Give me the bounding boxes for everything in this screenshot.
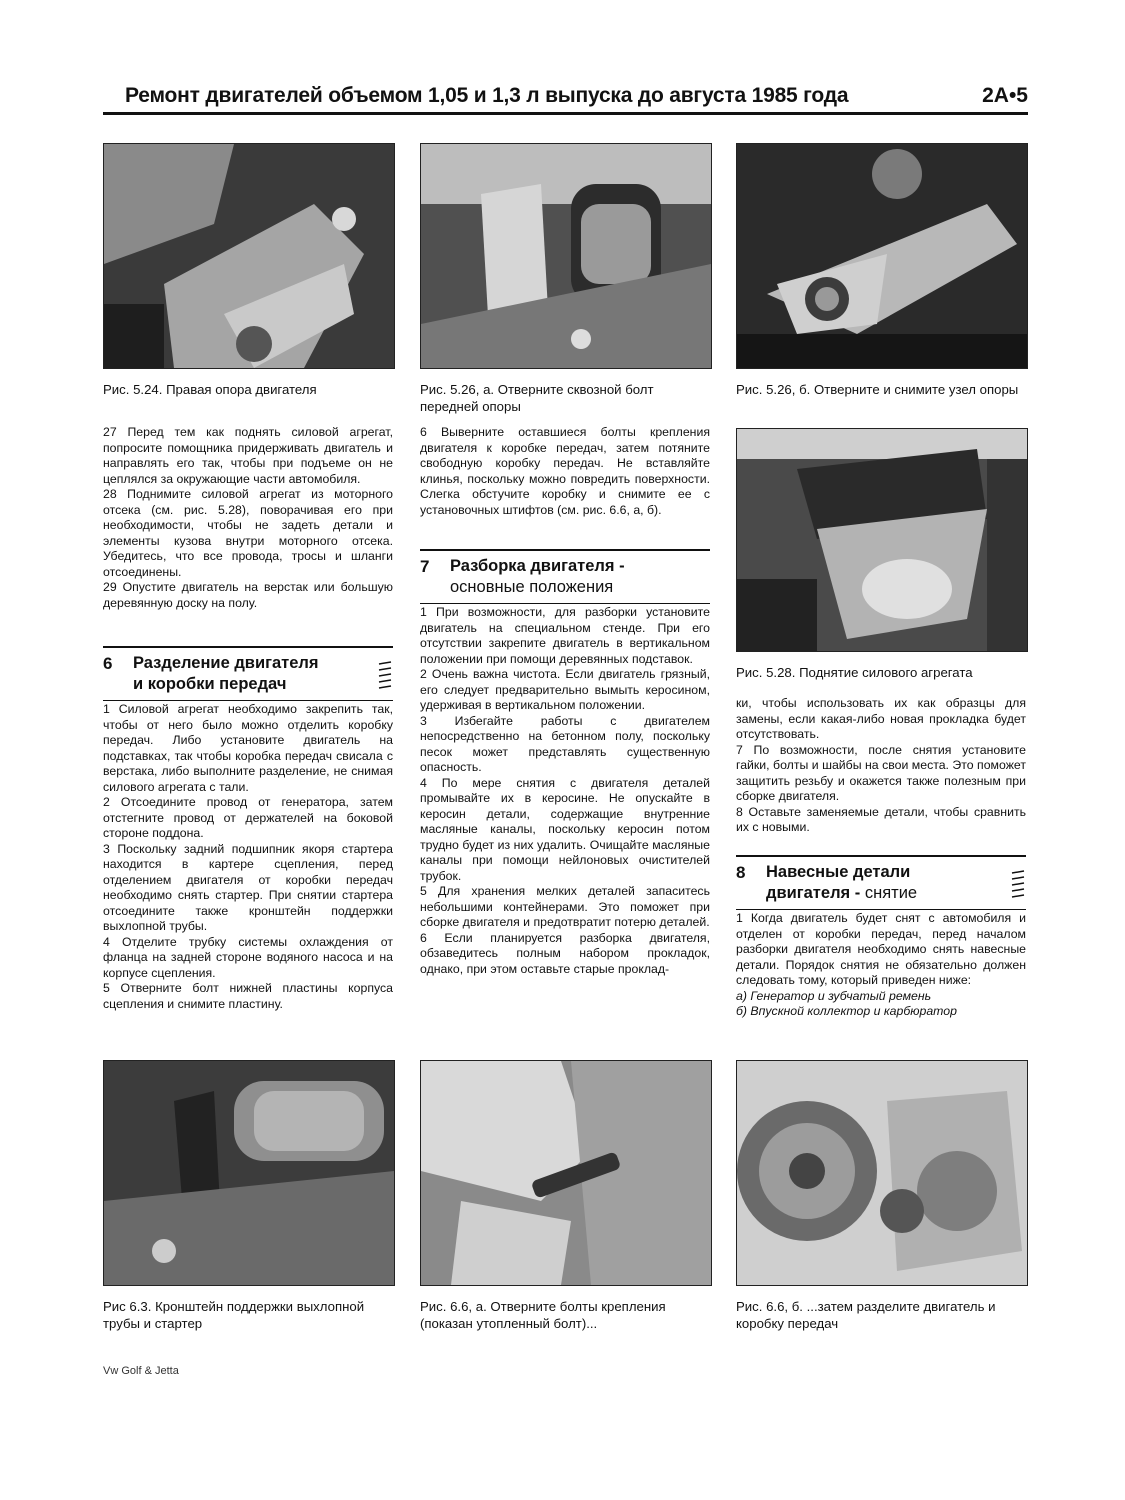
paragraph: 5 Для хранения мелких деталей запаситесь небольшими контейнерами. Это поможет при сборке двигателя и предотвратит потерю деталей.: [420, 884, 710, 929]
section-6-heading: [103, 646, 393, 701]
caption-fig-5-24: Рис. 5.24. Правая опора двигателя: [103, 382, 317, 397]
page-header: [103, 80, 1028, 115]
caption-fig-6-6a: Рис. 6.6, а. Отверните болты крепления (показан утопленный болт)...: [420, 1299, 666, 1331]
column-2-top-text: [420, 425, 710, 518]
caption-fig-5-28: Рис. 5.28. Поднятие силового агрегата: [736, 665, 973, 680]
paragraph: 28 Поднимите силовой агрегат из моторного отсека (см. рис. 5.28), поворачивая его при необходимости, чтобы не задеть детали и элементы кузова внутри моторного отсека. Убедитесь, что все провода, тросы и шланги отсоединены.: [103, 487, 393, 579]
paragraph: 27 Перед тем как поднять силовой агрегат, попросите помощника придерживать двигатель и направлять его так, чтобы при подъеме он не цеплялся за окружающие части автомобиля.: [103, 425, 393, 486]
photo-front-mount-bolt: [420, 143, 712, 369]
caption-fig-6-6b: Рис. 6.6, б. ...затем разделите двигатель и коробку передач: [736, 1299, 996, 1331]
section-number: 8: [736, 863, 746, 882]
section-number: 7: [420, 557, 430, 576]
paragraph: 6 Выверните оставшиеся болты крепления двигателя к коробке передач, затем потяните свободную коробку передач. Не вставляйте клинья, поскольку можно повредить поверхности. Слегка обстучите коробку и снимите ее с установочных штифтов (см. рис. 6.6, а, б).: [420, 425, 710, 517]
section-7-text: [420, 605, 710, 977]
column-3-mid-text: [736, 696, 1026, 836]
page-title: Ремонт двигателей объемом 1,05 и 1,3 л выпуска до августа 1985 года: [125, 84, 849, 107]
paragraph: 29 Опустите двигатель на верстак или большую деревянную доску на полу.: [103, 580, 393, 610]
list-item: б) Впускной коллектор и карбюратор: [736, 1004, 957, 1018]
paragraph: 3 Избегайте работы с двигателем непосредственно на бетонном полу, поскольку песок может представлять существенную опасность.: [420, 713, 710, 774]
paragraph: 1 При возможности, для разборки установите двигатель на специальном стенде. При его отсутствии закрепите двигатель в вертикальном положении при помощи деревянных подставок.: [420, 605, 710, 666]
page-number: 2A•5: [982, 84, 1028, 107]
paragraph: 4 Отделите трубку системы охлаждения от фланца на задней стороне водяного насоса и на корпусе сцепления.: [103, 934, 393, 980]
section-8-heading: [736, 855, 1026, 910]
paragraph: 8 Оставьте заменяемые детали, чтобы сравнить их с новыми.: [736, 804, 1026, 834]
difficulty-wrench-icon: [377, 660, 393, 690]
section-6-text: [103, 702, 393, 1012]
section-title: Навесные детали двигателя - снятие: [766, 863, 918, 902]
difficulty-wrench-icon: [1010, 869, 1026, 899]
paragraph: 4 По мере снятия с двигателя деталей промывайте их в керосине. Не опускайте в керосин детали, содержащие внутренние масляные каналы, поскольку керосин потом трудно будет из них удалить. Очищайте масляные каналы при помощи нейлоновых очистителей трубок.: [420, 775, 710, 883]
photo-mount-assembly: [736, 143, 1028, 369]
section-number: 6: [103, 654, 113, 673]
caption-fig-6-3: Рис 6.3. Кронштейн поддержки выхлопной трубы и стартер: [103, 1299, 365, 1331]
section-title: Разделение двигателя и коробки передач: [133, 654, 319, 693]
paragraph: 5 Отверните болт нижней пластины корпуса сцепления и снимите пластину.: [103, 981, 393, 1011]
photo-exhaust-bracket-starter: [103, 1060, 395, 1286]
section-8-text: [736, 911, 1026, 1020]
paragraph: 1 Когда двигатель будет снят с автомобиля и отделен от коробки передач, перед началом разборки двигателя необходимо снять навесные детали. Порядок снятия не обязательно должен следовать тому, который приведен ниже:: [736, 911, 1026, 987]
photo-lifting-power-unit: [736, 428, 1028, 652]
footer-book-title: Vw Golf & Jetta: [103, 1365, 179, 1377]
section-title: Разборка двигателя - основные положения: [450, 557, 625, 596]
paragraph: 3 Поскольку задний подшипник якоря стартера находится в картере сцепления, перед отделением двигателя от коробки передач необходимо снять стартер. При снятии стартера отсоедините также кронштейн поддержки выхлопной трубы.: [103, 841, 393, 933]
caption-fig-5-26a: Рис. 5.26, а. Отверните сквозной болт передней опоры: [420, 382, 654, 414]
photo-engine-right-mount: [103, 143, 395, 369]
photo-recessed-bolt: [420, 1060, 712, 1286]
paragraph: 6 Если планируется разборка двигателя, обзаведитесь полным набором прокладок, однако, при этом оставьте старые проклад-: [420, 930, 710, 976]
section-7-heading: [420, 549, 710, 604]
paragraph: 2 Очень важна чистота. Если двигатель грязный, его следует предварительно вымыть керосином, удерживая в вертикальном положении.: [420, 667, 710, 712]
paragraph: 7 По возможности, после снятия установите гайки, болты и шайбы на свои места. Это поможет защитить резьбу и окажется также полезным при сборке двигателя.: [736, 742, 1026, 803]
caption-fig-5-26b: Рис. 5.26, б. Отверните и снимите узел опоры: [736, 382, 1019, 397]
list-item: а) Генератор и зубчатый ремень: [736, 988, 932, 1003]
column-1-top-text: [103, 425, 393, 611]
paragraph: 1 Силовой агрегат необходимо закрепить так, чтобы от него было можно отделить коробку передач. Либо установите двигатель на подставках, так чтобы коробка передач свисала с верстака, либо выполните разделение, не снимая силового агрегата с тали.: [103, 702, 393, 794]
paragraph: ки, чтобы использовать их как образцы для замены, если какая-либо новая прокладка будет отсутствовать.: [736, 696, 1026, 741]
paragraph: 2 Отсоедините провод от генератора, затем отстегните провод от держателей на боковой стороне поддона.: [103, 795, 393, 840]
photo-engine-gearbox-separated: [736, 1060, 1028, 1286]
